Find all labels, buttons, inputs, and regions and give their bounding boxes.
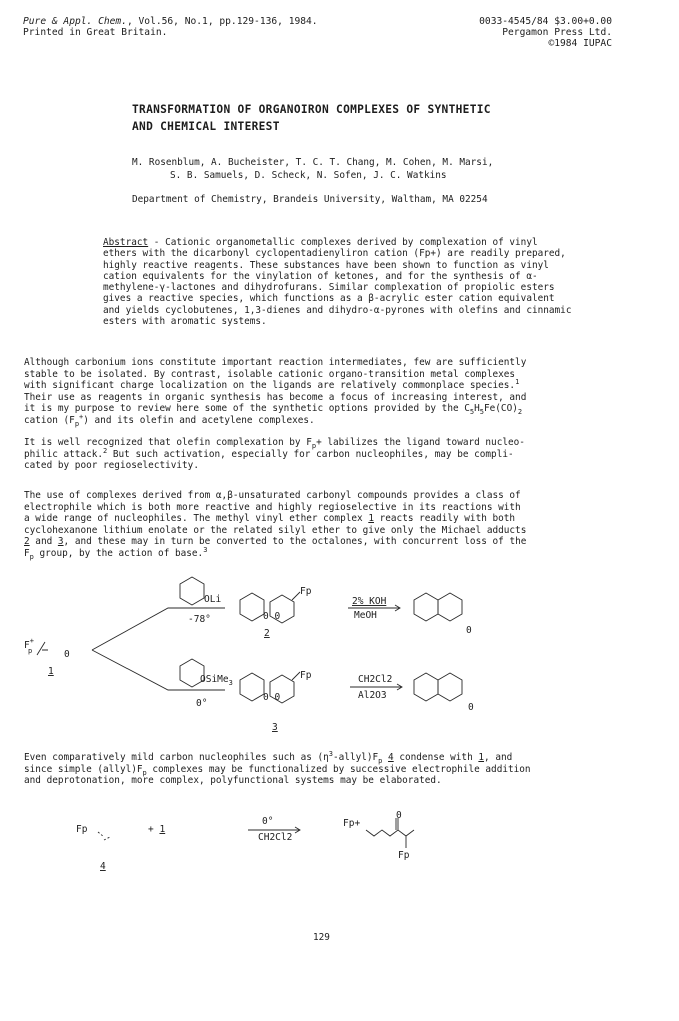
product-carbonyl-oxygen: 0 [396, 810, 402, 821]
copyright: ©1984 IUPAC [548, 38, 612, 49]
product-3-fp-bond [292, 672, 300, 680]
product-2-ring [240, 593, 264, 621]
product-fp-cation: Fp+ [343, 818, 361, 829]
affiliation: Department of Chemistry, Brandeis University, Waltham, MA 02254 [132, 194, 488, 205]
journal-name: Pure & Appl. Chem. [23, 16, 127, 27]
product-3-ring [240, 673, 264, 701]
paragraph-2: It is well recognized that olefin complexation by $F_p+$ labilizes the ligand toward nucleo- philic attack.$^2$ But such activation, especially for carbon nucleophiles, may be compli- cated by poor regioselectivity. [24, 437, 525, 472]
reagent-koh: 2% KOH [352, 596, 387, 607]
product-3-fp: Fp [300, 670, 312, 681]
plus-compound-1: + 1 [148, 824, 166, 835]
compound-2-label: 2 [264, 628, 270, 639]
reagent-ch2cl2: CH2Cl2 [358, 674, 393, 685]
ether-oxygen: 0 [64, 649, 70, 660]
compound-1-label: 1 [48, 666, 54, 677]
paragraph-4: Even comparatively mild carbon nucleophiles such as $(\eta^3-allyl)F_p$ 4 condense with 1, and since simple $(allyl)F_p$ complexes may be functionalized by successive electrophile addition and deprotonation, more complex, polyfunctional systems may be elaborated. [24, 749, 531, 787]
temp-minus78: -78° [188, 614, 211, 625]
compound-4-label: 4 [100, 861, 106, 872]
octalone-oxygen-bottom: 0 [468, 702, 474, 713]
paragraph-1: Although carbonium ions constitute important reaction intermediates, few are sufficiently stable to be isolated. By contrast, isolable cationic organo-transition metal complexes with significant charge localization on the ligands are relatively commonplace species.$^1$ Their use as reagents in organic synthesis has become a focus of increasing interest, and it is my purpose to review here some of the synthetic options provided by the $C_5H_5Fe(CO)_2$ cation $(F_p^+)$ and its olefin and acetylene complexes. [24, 357, 527, 428]
svg-text:0 0: 0 0 [263, 611, 281, 622]
scheme2-solvent: CH2Cl2 [258, 832, 293, 843]
enolate-oli: OLi [204, 594, 222, 605]
fp-cation-label: F+ p [24, 637, 34, 655]
page-title-line2: AND CHEMICAL INTEREST [132, 120, 280, 133]
cyclohexanone-enolate-ring [180, 577, 204, 605]
page-title: TRANSFORMATION OF ORGANOIRON COMPLEXES OF SYNTHETIC [132, 103, 491, 116]
reaction-scheme-2 [0, 810, 679, 880]
compound-3-label: 3 [272, 722, 278, 733]
reagent-al2o3: Al2O3 [358, 690, 387, 701]
product-2-fp-bond [292, 592, 300, 600]
journal-citation [23, 16, 318, 28]
paragraph-3: The use of complexes derived from α,β-unsaturated carbonyl compounds provides a class of electrophile which is both more reactive and highly regioselective in its reactions with a wide range of nucleophiles. The methyl vinyl ether complex 1 reacts readily with both cyclohexanone lithium enolate or the related silyl ether to give only the Michael adducts 2 and 3, and these may in turn be converted to the octalones, with concurrent loss of the $F_p$ group, by the action of base.$^3$ [24, 490, 527, 561]
octalone-ring-b [438, 593, 462, 621]
authors-line2: S. B. Samuels, D. Scheck, N. Sofen, J. C. Watkins [170, 170, 447, 181]
abstract-label: Abstract [103, 237, 149, 248]
allyl-bond [98, 832, 110, 840]
octalone-ring-c [414, 673, 438, 701]
abstract: Abstract - Cationic organometallic complexes derived by complexation of vinyl ethers with the dicarbonyl cyclopentadienyliron cation (Fp+) are readily prepared, highly reactive reagents. These substances have been shown to function as vinyl cation equivalents for the vinylation of ketones, and for the synthesis of α- methylene-γ-lactones and dihydrofurans. Similar complexation of propiolic esters gives a reactive species, which functions as a β-acrylic ester cation equivalent and yields cyclobutenes, 1,3-dienes and dihydro-α-pyrones with olefins and cinnamic esters with aromatic systems. [103, 237, 572, 328]
octalone-ring-a [414, 593, 438, 621]
product-2-fp: Fp [300, 586, 312, 597]
allyl-fp: Fp [76, 824, 88, 835]
printed-in: Printed in Great Britain. [23, 27, 168, 38]
product-chain [366, 818, 414, 848]
octalone-oxygen-top: 0 [466, 625, 472, 636]
product-fp: Fp [398, 850, 410, 861]
octalone-ring-d [438, 673, 462, 701]
solvent-meoh: MeOH [354, 610, 377, 621]
authors-line1: M. Rosenblum, A. Bucheister, T. C. T. Chang, M. Cohen, M. Marsi, [132, 157, 494, 168]
scheme2-temp: 0° [262, 816, 274, 827]
journal-volume: , Vol.56, No.1, pp.129-136, 1984. [126, 16, 318, 27]
page-number: 129 [313, 932, 330, 943]
publisher: Pergamon Press Ltd. [502, 27, 612, 38]
reaction-scheme-1 [0, 570, 679, 745]
article-code: 0033-4545/84 $3.00+0.00 [479, 16, 612, 27]
silyl-osime3: OSiMe$_3$ [200, 674, 233, 687]
vinyl-ether-bond [37, 642, 48, 655]
temp-zero: 0° [196, 698, 208, 709]
svg-text:0 0: 0 0 [263, 692, 281, 703]
